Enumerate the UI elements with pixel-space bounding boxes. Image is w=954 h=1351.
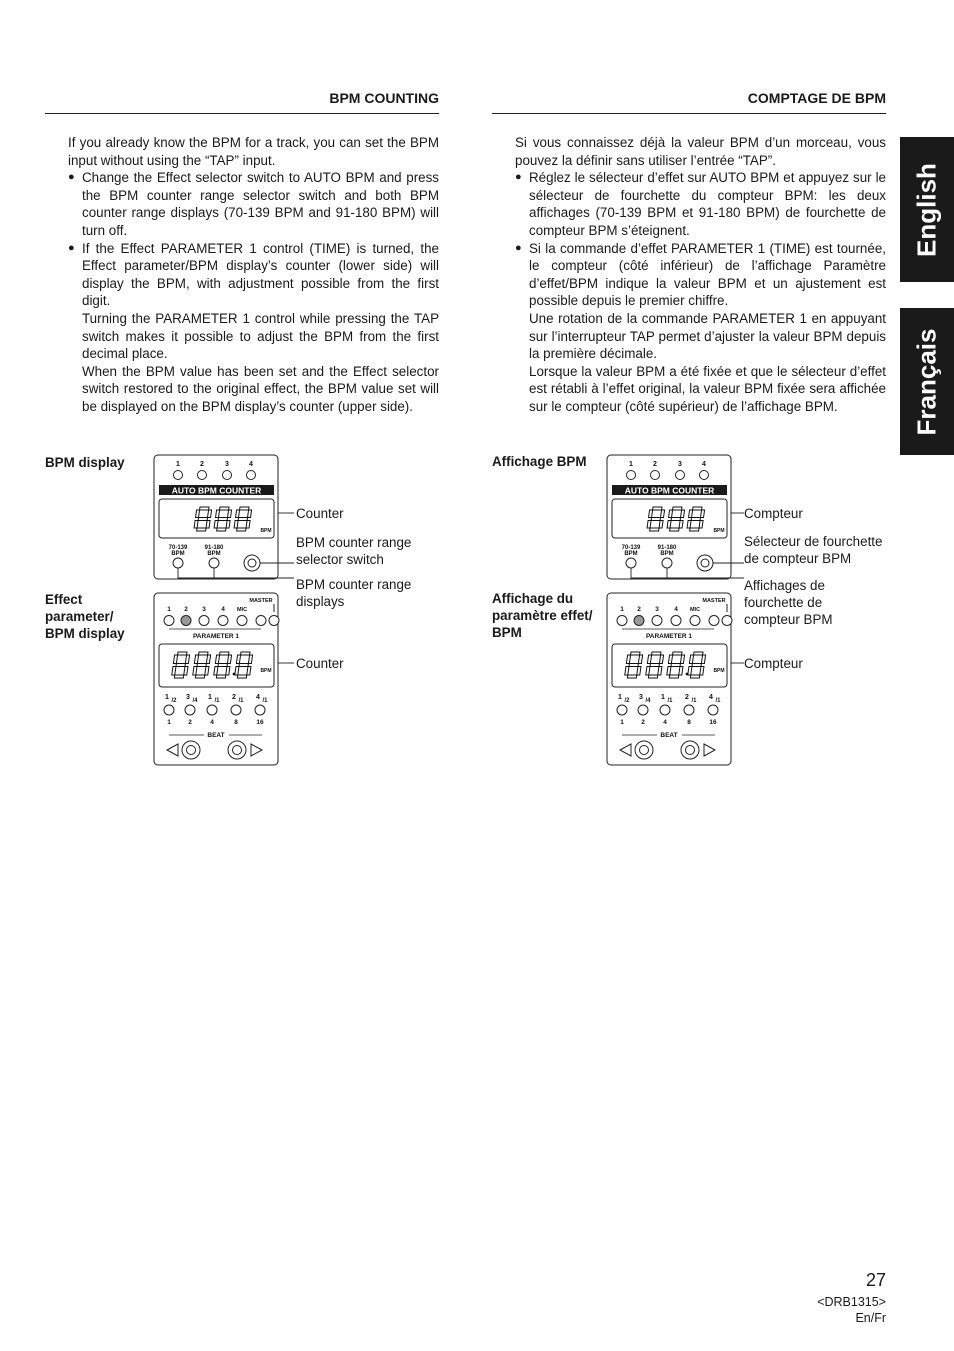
page-number: 27: [865, 1270, 886, 1290]
beat-fraction-denominator: /1: [262, 698, 268, 704]
beat-fraction-denominator: /1: [238, 698, 244, 704]
range-selector-button-inner-icon: [701, 559, 709, 567]
indicator-led-icon: [223, 471, 232, 480]
parameter-led-icon: [164, 616, 174, 626]
parameter-label: PARAMETER 1: [192, 633, 240, 640]
beat-number: 8: [687, 719, 691, 726]
intro-paragraph: If you already know the BPM for a track, you can set the BPM input without using the “TAP” input.: [68, 135, 439, 168]
mode-label: AUTO BPM COUNTER: [624, 485, 715, 496]
beat-fraction-denominator: /2: [624, 698, 630, 704]
bullet-item: ● Si la commande d’effet PARAMETER 1 (TIME) est tournée, le compteur (côté inférieur) de l’affichage Paramètre d’effet/BPM indique la valeur BPM et un ajustement est possible depuis le premier chiffre.: [515, 240, 886, 309]
effect-display-label: Affichage du paramètre effet/ BPM: [492, 591, 593, 640]
callout-counter-bottom: Counter: [296, 656, 344, 671]
range-led-icon: [209, 558, 219, 568]
range-led-icon: [626, 558, 636, 568]
parameter-number: 1: [167, 606, 171, 613]
range-led-icon: [173, 558, 183, 568]
callout-counter-top: Counter: [296, 506, 344, 521]
beat-led-icon: [185, 705, 195, 715]
indicator-number: 1: [629, 461, 633, 468]
beat-fraction-numerator: 3: [186, 694, 190, 701]
beat-fraction-denominator: /1: [691, 698, 697, 704]
parameter-led-icon: [709, 616, 719, 626]
parameter-led-icon: [218, 616, 228, 626]
french-body: [492, 134, 886, 416]
parameter-led-icon: [199, 616, 209, 626]
callout-range-selector: BPM counter range selector switch: [296, 535, 412, 567]
bullet-icon: ●: [68, 241, 75, 254]
parameter-led-icon: [256, 616, 266, 626]
english-column: [45, 88, 439, 416]
beat-number: 8: [234, 719, 238, 726]
decimal-point-icon: [686, 673, 689, 676]
beat-fraction-numerator: 3: [639, 694, 643, 701]
beat-number: 2: [641, 719, 645, 726]
french-diagram: [492, 452, 952, 772]
beat-fraction-numerator: 4: [256, 694, 260, 701]
counter-window: [159, 499, 274, 538]
mixer-panel-illustration: [45, 452, 505, 772]
beat-label: BEAT: [207, 732, 225, 739]
range-led-icon: [662, 558, 672, 568]
beat-label: BEAT: [660, 732, 678, 739]
bullet-item: ● Change the Effect selector switch to AUTO BPM and press the BPM counter range selector switch and both BPM counter range displays (70-139 BPM and 91-180 BPM) will turn off.: [68, 170, 439, 238]
parameter-number: 3: [202, 606, 206, 613]
callout-range-displays: BPM counter range displays: [296, 577, 412, 609]
beat-fraction-numerator: 2: [232, 694, 236, 701]
parameter-led-icon: [634, 616, 644, 626]
callout-range-selector: Sélecteur de fourchette de compteur BPM: [744, 534, 883, 566]
beat-fraction-denominator: /1: [667, 698, 673, 704]
english-diagram: [45, 452, 505, 772]
beat-fraction-numerator: 1: [618, 694, 622, 701]
beat-fraction-numerator: 1: [165, 694, 169, 701]
mixer-panel-illustration: [492, 452, 952, 772]
callout-range-displays: Affichages de fourchette de compteur BPM: [744, 578, 833, 627]
bullet-icon: ●: [68, 171, 75, 184]
range-label: 91-180: [204, 545, 224, 551]
parameter-led-icon: [722, 616, 732, 626]
mic-label: MIC: [689, 607, 701, 613]
indicator-led-icon: [247, 471, 256, 480]
beat-right-button-inner-icon: [233, 746, 242, 755]
bpm-display-label: BPM display: [45, 455, 125, 470]
french-column: [492, 88, 886, 416]
range-unit-label: BPM: [624, 551, 638, 557]
beat-fraction-denominator: /1: [214, 698, 220, 704]
beat-led-icon: [164, 705, 174, 715]
parameter-number: 4: [221, 606, 225, 613]
mode-label: AUTO BPM COUNTER: [171, 485, 262, 496]
beat-fraction-denominator: /4: [645, 698, 651, 704]
range-unit-label: BPM: [207, 551, 221, 557]
counter-window: [612, 499, 727, 538]
indicator-number: 2: [653, 461, 657, 468]
indicator-number: 3: [678, 461, 682, 468]
beat-led-icon: [708, 705, 718, 715]
beat-left-button-inner-icon: [187, 746, 196, 755]
bullet-item: ● Réglez le sélecteur d’effet sur AUTO BPM et appuyez sur le sélecteur de fourchette du compteur BPM: les deux affichages (70-139 BPM et 91-180 BPM) de fourchette de compteur BPM s’éteignent.: [515, 170, 886, 238]
beat-fraction-numerator: 4: [709, 694, 713, 701]
indicator-led-icon: [676, 471, 685, 480]
decimal-point-icon: [233, 673, 236, 676]
indicator-led-icon: [651, 471, 660, 480]
beat-led-icon: [660, 705, 670, 715]
callout-counter-top: Compteur: [744, 506, 803, 521]
parameter-led-icon: [269, 616, 279, 626]
beat-left-button-inner-icon: [640, 746, 649, 755]
master-label: MASTER: [249, 598, 273, 604]
parameter-led-icon: [652, 616, 662, 626]
beat-number: 2: [188, 719, 192, 726]
range-label: 91-180: [657, 545, 677, 551]
beat-number: 1: [167, 719, 171, 726]
parameter-number: 2: [637, 606, 641, 613]
beat-led-icon: [617, 705, 627, 715]
parameter-led-icon: [617, 616, 627, 626]
beat-number: 16: [256, 719, 264, 726]
indicator-led-icon: [700, 471, 709, 480]
language-tab-french[interactable]: Français: [900, 308, 954, 455]
range-unit-label: BPM: [660, 551, 674, 557]
indicator-led-icon: [627, 471, 636, 480]
beat-led-icon: [231, 705, 241, 715]
parameter-led-icon: [690, 616, 700, 626]
beat-led-icon: [255, 705, 265, 715]
paragraph: Lorsque la valeur BPM a été fixée et que le sélecteur d’effet est rétabli à l’effet original, la valeur BPM fixée sera affichée sur le compteur (côté supérieur) de l’affichage BPM.: [529, 363, 886, 414]
section-heading: COMPTAGE DE BPM: [492, 88, 886, 114]
indicator-number: 1: [176, 461, 180, 468]
bpm-unit-label: BPM: [713, 528, 725, 534]
beat-right-button-inner-icon: [686, 746, 695, 755]
indicator-led-icon: [174, 471, 183, 480]
parameter-number: 2: [184, 606, 188, 613]
intro-paragraph: Si vous connaissez déjà la valeur BPM d’un morceau, vous pouvez la définir sans utiliser l’entrée “TAP”.: [515, 135, 886, 168]
language-tab-english[interactable]: English: [900, 137, 954, 282]
beat-fraction-numerator: 2: [685, 694, 689, 701]
beat-number: 16: [709, 719, 717, 726]
beat-number: 4: [210, 719, 214, 726]
indicator-number: 4: [249, 461, 253, 468]
bullet-item: ● If the Effect PARAMETER 1 control (TIME) is turned, the Effect parameter/BPM display’s counter (lower side) will display the BPM, with adjustment possible from the first digit.: [68, 240, 439, 309]
bpm-unit-label: BPM: [260, 668, 272, 674]
beat-fraction-denominator: /2: [171, 698, 177, 704]
paragraph: When the BPM value has been set and the Effect selector switch restored to the original effect, the BPM value set will be displayed on the BPM display’s counter (upper side).: [82, 363, 439, 414]
bpm-unit-label: BPM: [260, 528, 272, 534]
beat-fraction-denominator: /4: [192, 698, 198, 704]
parameter-led-icon: [237, 616, 247, 626]
parameter-led-icon: [671, 616, 681, 626]
bullet-icon: ●: [515, 241, 522, 254]
english-body: [45, 134, 439, 416]
section-heading: BPM COUNTING: [45, 88, 439, 114]
bpm-display-label: Affichage BPM: [492, 454, 587, 469]
bpm-unit-label: BPM: [713, 668, 725, 674]
paragraph: Turning the PARAMETER 1 control while pressing the TAP switch makes it possible to adjust the BPM from the first decimal place.: [82, 310, 439, 362]
parameter-number: 1: [620, 606, 624, 613]
beat-fraction-numerator: 1: [208, 694, 212, 701]
indicator-number: 4: [702, 461, 706, 468]
parameter-label: PARAMETER 1: [645, 633, 693, 640]
parameter-number: 3: [655, 606, 659, 613]
indicator-led-icon: [198, 471, 207, 480]
range-label: 70-139: [168, 545, 188, 551]
paragraph: Une rotation de la commande PARAMETER 1 en appuyant sur l’interrupteur TAP permet d’ajuster la valeur BPM depuis la première décimale.: [529, 310, 886, 362]
mic-label: MIC: [236, 607, 248, 613]
beat-led-icon: [684, 705, 694, 715]
range-selector-button-inner-icon: [248, 559, 256, 567]
parameter-number: 4: [674, 606, 678, 613]
parameter-led-icon: [181, 616, 191, 626]
bullet-icon: ●: [515, 171, 522, 184]
beat-number: 4: [663, 719, 667, 726]
indicator-number: 3: [225, 461, 229, 468]
effect-display-label: Effect parameter/ BPM display: [45, 592, 125, 641]
beat-number: 1: [620, 719, 624, 726]
indicator-number: 2: [200, 461, 204, 468]
doc-code: <DRB1315> En/Fr: [817, 1295, 886, 1325]
master-label: MASTER: [702, 598, 726, 604]
callout-counter-bottom: Compteur: [744, 656, 803, 671]
beat-led-icon: [207, 705, 217, 715]
range-label: 70-139: [621, 545, 641, 551]
beat-led-icon: [638, 705, 648, 715]
beat-fraction-denominator: /1: [715, 698, 721, 704]
range-unit-label: BPM: [171, 551, 185, 557]
beat-fraction-numerator: 1: [661, 694, 665, 701]
